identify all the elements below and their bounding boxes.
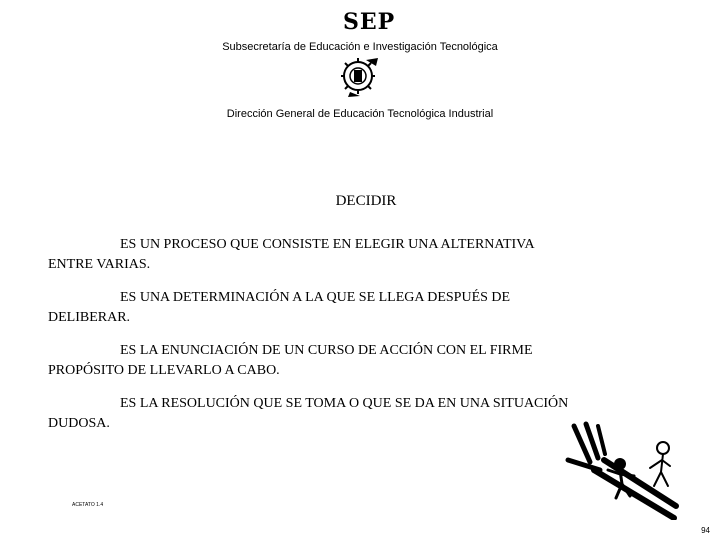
definition-paragraph <box>48 288 688 328</box>
people-on-ramp-illustration-icon <box>560 420 680 520</box>
definition-paragraph <box>48 235 688 275</box>
paragraph-continuation: DELIBERAR. <box>48 310 131 325</box>
institution-emblem-icon <box>340 54 380 98</box>
direccion-heading: Dirección General de Educación Tecnológica Industrial <box>226 108 494 120</box>
definition-paragraph <box>48 341 688 381</box>
paragraph-first-line: ES UN PROCESO QUE CONSISTE EN ELEGIR UNA ALTERNATIVA <box>120 237 535 252</box>
paragraph-continuation: ENTRE VARIAS. <box>48 257 151 272</box>
paragraph-first-line: ES UNA DETERMINACIÓN A LA QUE SE LLEGA DESPUÉS DE <box>120 290 511 305</box>
subsecretaria-heading: Subsecretaría de Educación e Investigación Tecnológica <box>222 41 498 53</box>
paragraph-continuation: DUDOSA. <box>48 416 110 431</box>
sep-logo: SEP <box>343 9 396 35</box>
page-number: 94 <box>701 526 710 535</box>
paragraph-continuation: PROPÓSITO DE LLEVARLO A CABO. <box>48 363 280 378</box>
paragraph-first-line: ES LA RESOLUCIÓN QUE SE TOMA O QUE SE DA EN UNA SITUACIÓN <box>120 396 569 411</box>
document-title: DECIDIR <box>335 193 397 209</box>
transparency-label: ACETATO 1.4 <box>72 502 104 508</box>
paragraph-first-line: ES LA ENUNCIACIÓN DE UN CURSO DE ACCIÓN CON EL FIRME <box>120 343 533 358</box>
